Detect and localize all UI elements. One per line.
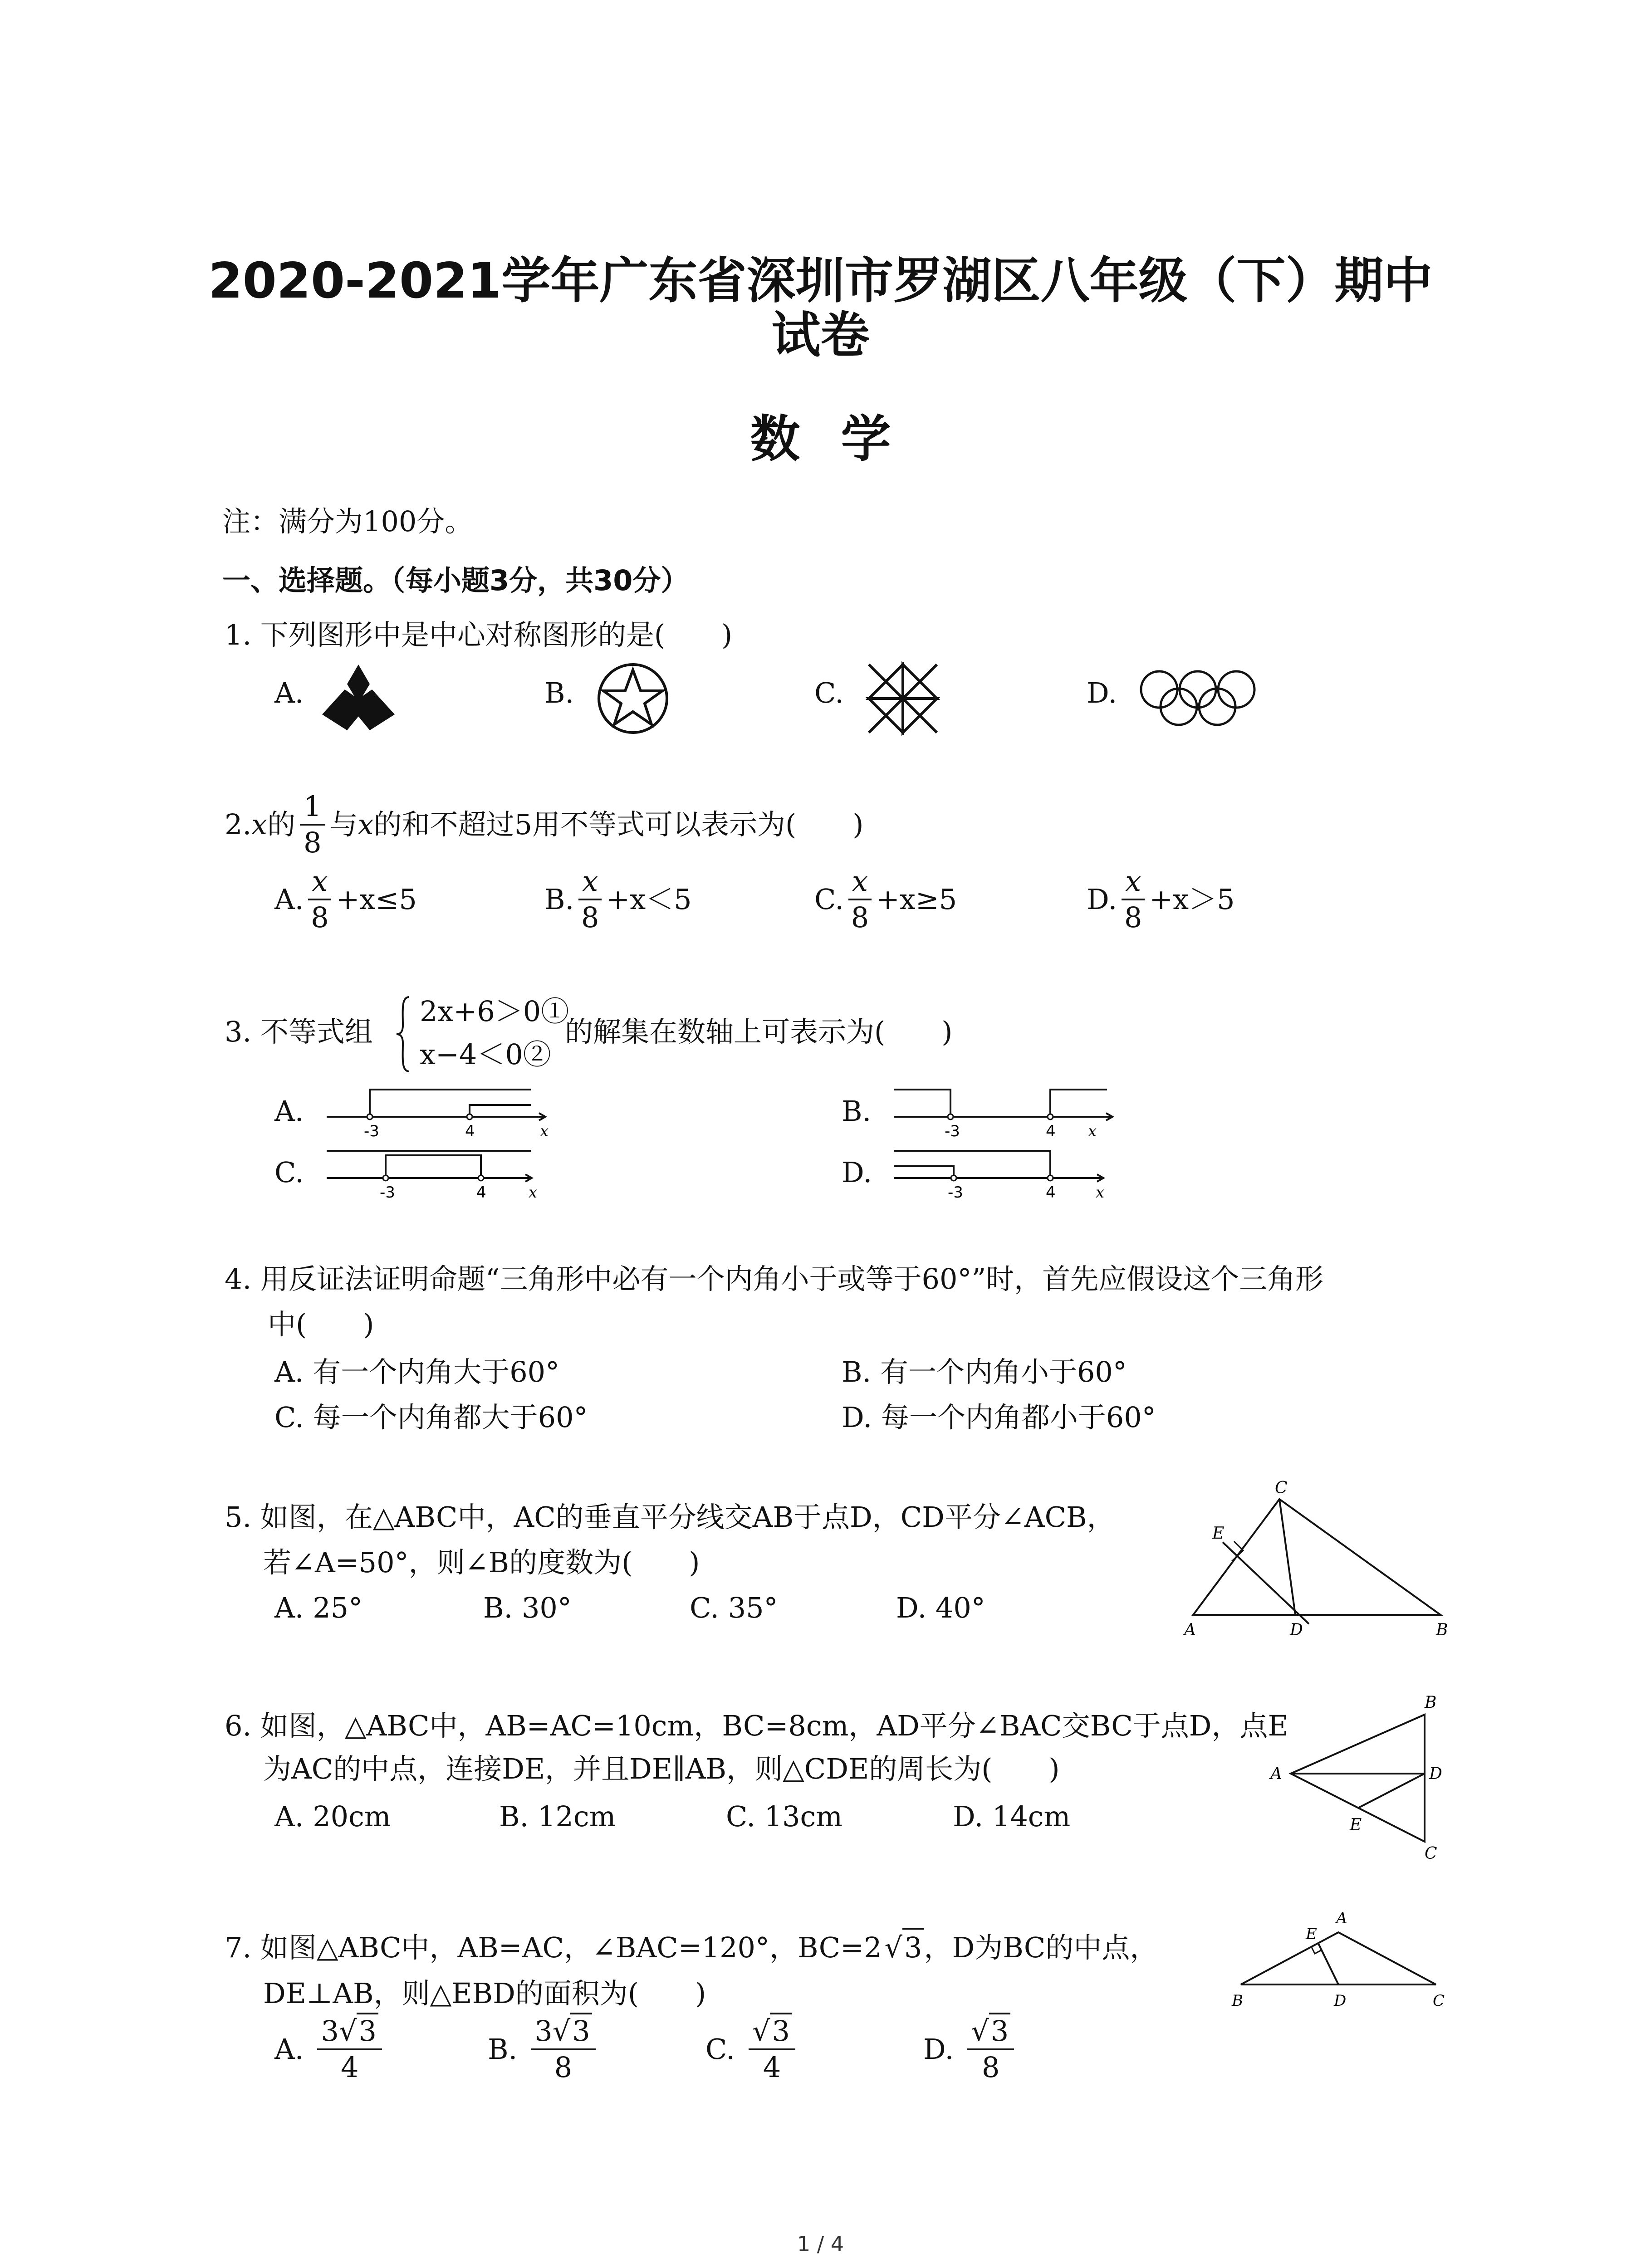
q2-option-d-frac (1122, 864, 1145, 935)
q5-option-d[interactable]: D. 40° (896, 1591, 985, 1624)
q6-option-c[interactable]: C. 13cm (726, 1800, 843, 1833)
q4-stem-line1: 4. 用反证法证明命题“三角形中必有一个内角小于或等于60°”时，首先应假设这个三角形 (225, 1262, 1324, 1295)
q2-option-d[interactable] (1087, 864, 1235, 935)
q6-label-e: E (1350, 1816, 1362, 1834)
q2-option-d-label: D. (1087, 883, 1117, 916)
q5-triangle-figure (1180, 1479, 1452, 1647)
q2-option-a-label: A. (274, 883, 304, 916)
q5-stem-line1: 5. 如图，在△ABC中，AC的垂直平分线交AB于点D，CD平分∠ACB， (225, 1501, 1115, 1534)
q2-stem-mid2: 与 (329, 808, 358, 841)
q3a-tick-left: -3 (364, 1122, 379, 1140)
star-in-circle-icon (594, 660, 671, 737)
three-diamond-logo-icon (318, 662, 399, 735)
q7-option-a-frac (317, 2014, 382, 2085)
q7-stem1-rad: 3 (902, 1928, 924, 1966)
q3a-tick-right: 4 (465, 1122, 475, 1140)
q7-option-b-frac (531, 2014, 595, 2085)
q2-option-c[interactable] (814, 864, 957, 935)
q7-option-c-rad: 3 (770, 2013, 791, 2048)
q7-option-c-label: C. (705, 2033, 735, 2066)
q2-option-a-frac (308, 864, 331, 935)
subject-title: 数学 (750, 410, 932, 468)
q7-option-d[interactable] (923, 2014, 1019, 2085)
q1-stem: 1. 下列图形中是中心对称图形的是( ) (225, 618, 733, 651)
q7-option-b[interactable] (488, 2014, 600, 2085)
q5-label-a: A (1184, 1621, 1196, 1639)
q3-system-line2: x−4＜0② (420, 1038, 551, 1071)
q3c-tick-right: 4 (476, 1183, 486, 1202)
q7-option-c-frac (749, 2014, 795, 2085)
q7-option-a-coef: 3 (321, 2014, 339, 2048)
q2-option-b-rest: +x＜5 (606, 883, 692, 916)
q4-stem-line2: 中( ) (268, 1308, 374, 1341)
q3d-tick-right: 4 (1046, 1183, 1056, 1202)
q7-label-b: B (1232, 1992, 1243, 2010)
q2-option-c-frac (848, 864, 872, 935)
q2-option-c-label: C. (814, 883, 844, 916)
q2-option-a-num: x (308, 864, 331, 900)
q3-system-line1: 2x+6＞0① (420, 995, 569, 1028)
q6-option-b[interactable]: B. 12cm (499, 1800, 616, 1833)
q6-stem-line1: 6. 如图，△ABC中，AB=AC=10cm，BC=8cm，AD平分∠BAC交BC于点D，点E (225, 1709, 1288, 1742)
q7-option-d-label: D. (923, 2033, 954, 2066)
q3d-tick-left: -3 (948, 1183, 963, 1202)
q2-stem-pre: 2. (225, 808, 252, 841)
q2-var: x (251, 808, 268, 841)
q7-option-c[interactable] (705, 2014, 800, 2085)
q7-option-d-den: 8 (981, 2051, 1000, 2084)
q7-option-d-frac (967, 2014, 1014, 2085)
q7-option-b-den: 8 (554, 2051, 573, 2084)
q2-frac-num: 1 (300, 789, 325, 826)
q7-label-d: D (1334, 1992, 1347, 2010)
q7-option-c-den: 4 (763, 2051, 781, 2084)
section-heading: 一、选择题。（每小题3分，共30分） (222, 564, 689, 597)
q7-option-d-num: √3 (967, 2014, 1014, 2050)
q4-option-d[interactable]: D. 每一个内角都小于60° (842, 1401, 1156, 1434)
q5-label-b: B (1436, 1621, 1448, 1639)
exam-title-line2: 试卷 (771, 307, 870, 364)
q2-option-d-den: 8 (1124, 901, 1142, 934)
q3-stem-pre: 3. 不等式组 (225, 1015, 373, 1048)
q3b-tick-right: 4 (1046, 1122, 1056, 1140)
q3a-axis-var: x (540, 1122, 549, 1140)
q2-option-d-rest: +x＞5 (1149, 883, 1235, 916)
q6-label-c: C (1425, 1844, 1437, 1863)
q3b-axis-var: x (1088, 1122, 1097, 1140)
q5-label-e: E (1212, 1524, 1225, 1543)
q3d-axis-var: x (1096, 1183, 1105, 1202)
q4-option-a[interactable]: A. 有一个内角大于60° (274, 1355, 560, 1388)
q6-label-b: B (1425, 1693, 1437, 1712)
q6-stem-line2: 为AC的中点，连接DE，并且DE∥AB，则△CDE的周长为( ) (263, 1752, 1060, 1785)
q1-label-a: A. (274, 676, 304, 709)
q7-option-a-rad: 3 (357, 2013, 378, 2048)
q7-option-b-coef: 3 (534, 2014, 553, 2048)
q2-option-d-num: x (1122, 864, 1145, 900)
q3c-tick-left: -3 (380, 1183, 395, 1202)
q2-option-b-den: 8 (581, 901, 599, 934)
q2-option-b-frac (578, 864, 602, 935)
q7-label-a: A (1336, 1909, 1347, 1927)
q2-option-a-rest: +x≤5 (336, 883, 417, 916)
exam-title-line1: 2020-2021学年广东省深圳市罗湖区八年级（下）期中 (208, 253, 1433, 309)
q7-stem1-pre: 7. 如图△ABC中，AB=AC，∠BAC=120°，BC=2 (225, 1931, 882, 1964)
pinwheel-icon (864, 660, 941, 737)
q2-option-b-num: x (578, 864, 602, 900)
q6-option-a[interactable]: A. 20cm (274, 1800, 391, 1833)
q7-option-b-rad: 3 (570, 2013, 592, 2048)
q7-option-b-label: B. (488, 2033, 518, 2066)
q2-option-a-den: 8 (311, 901, 329, 934)
q5-label-c: C (1275, 1479, 1288, 1497)
q7-stem-line2: DE⊥AB，则△EBD的面积为( ) (263, 1977, 706, 2010)
q2-option-c-num: x (848, 864, 872, 900)
q2-option-a[interactable] (274, 864, 417, 935)
q7-option-d-rad: 3 (989, 2013, 1010, 2048)
q7-triangle-figure (1225, 1905, 1461, 2014)
q3b-tick-left: -3 (945, 1122, 960, 1140)
q2-var2: x (358, 808, 374, 841)
q3c-axis-var: x (529, 1183, 538, 1202)
brace-icon (395, 993, 413, 1075)
q3-label-a: A. (274, 1095, 304, 1128)
q2-frac-den: 8 (304, 826, 322, 859)
olympic-rings-icon (1139, 667, 1257, 730)
q3-label-d: D. (842, 1156, 872, 1189)
q3-stem-post: 的解集在数轴上可表示为( ) (565, 1015, 953, 1048)
q7-option-a-den: 4 (340, 2051, 359, 2084)
q2-option-b-label: B. (544, 883, 574, 916)
q2-stem (225, 789, 863, 860)
q7-option-a-label: A. (274, 2033, 304, 2066)
q6-triangle-figure (1270, 1692, 1461, 1863)
q7-label-c: C (1433, 1992, 1445, 2010)
q7-option-b-num: 3√3 (531, 2014, 595, 2050)
q4-option-b[interactable]: B. 有一个内角小于60° (842, 1355, 1127, 1388)
q7-stem1-post: ，D为BC的中点， (924, 1931, 1158, 1964)
score-note: 注：满分为100分。 (222, 505, 473, 538)
q1-label-d: D. (1087, 676, 1117, 709)
q1-label-c: C. (814, 676, 844, 709)
q1-label-b: B. (544, 676, 574, 709)
q5-option-b[interactable]: B. 30° (483, 1591, 572, 1624)
q5-label-d: D (1290, 1621, 1303, 1639)
q5-stem-line2: 若∠A=50°，则∠B的度数为( ) (263, 1546, 700, 1579)
q2-option-b[interactable] (544, 864, 692, 935)
q7-option-a-num: 3√3 (317, 2014, 382, 2050)
q3-label-b: B. (842, 1095, 872, 1128)
q2-stem-post: 的和不超过5用不等式可以表示为( ) (373, 808, 864, 841)
q2-option-c-rest: +x≥5 (876, 883, 957, 916)
page-number: 1 / 4 (797, 2232, 844, 2256)
q6-option-d[interactable]: D. 14cm (953, 1800, 1071, 1833)
q4-option-c[interactable]: C. 每一个内角都大于60° (274, 1401, 588, 1434)
q3-numberline-b (889, 1084, 1125, 1148)
q2-fraction (300, 789, 325, 860)
q7-label-e: E (1306, 1925, 1317, 1943)
q5-option-a[interactable]: A. 25° (274, 1591, 363, 1624)
q2-option-c-den: 8 (851, 901, 869, 934)
q7-option-c-num: √3 (749, 2014, 795, 2050)
q6-label-d: D (1429, 1765, 1442, 1783)
q2-stem-mid: 的 (267, 808, 296, 841)
q3-numberline-d (889, 1145, 1125, 1209)
q6-label-a: A (1270, 1765, 1282, 1783)
q5-option-c[interactable]: C. 35° (690, 1591, 778, 1624)
q7-stem-line1: 7. 如图△ABC中，AB=AC，∠BAC=120°，BC=2 √ 3 ，D为BC的中点， (225, 1928, 1158, 1966)
q3-numberline-c (322, 1145, 558, 1209)
q3-numberline-a (322, 1084, 558, 1148)
q3-label-c: C. (274, 1156, 304, 1189)
q7-option-a[interactable] (274, 2014, 387, 2085)
